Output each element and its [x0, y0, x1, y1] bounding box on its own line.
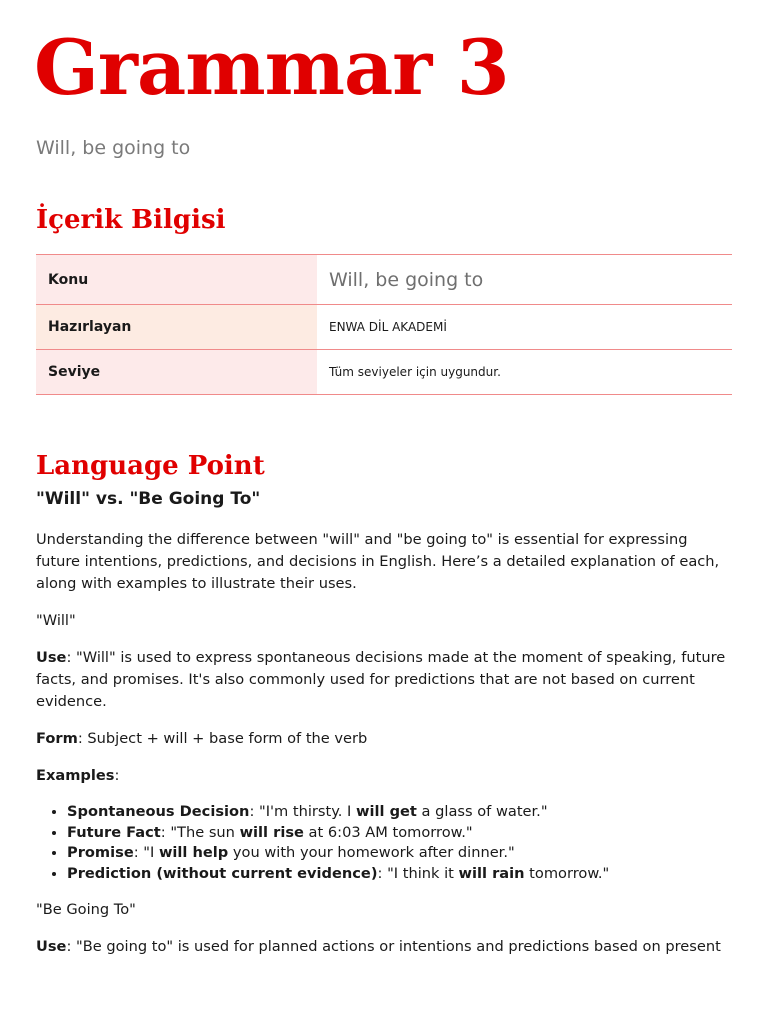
- will-examples-label: Examples: [36, 767, 115, 784]
- info-section-heading: İçerik Bilgisi: [36, 205, 226, 235]
- will-form-label: Form: [36, 730, 78, 747]
- example-label: Promise: [67, 844, 134, 861]
- info-key-seviye: Seviye: [36, 350, 317, 395]
- going-to-use-text: : "Be going to" is used for planned actions or intentions and predictions based on present: [66, 938, 721, 955]
- info-value-seviye: Tüm seviyeler için uygundur.: [317, 350, 732, 395]
- info-table: [36, 254, 732, 395]
- will-form-paragraph: [36, 728, 736, 750]
- example-bold: will rise: [239, 823, 304, 841]
- will-examples-list: [36, 802, 736, 884]
- will-use-paragraph: [36, 647, 736, 713]
- example-bold: will get: [356, 803, 417, 820]
- info-value-konu: Will, be going to: [317, 255, 732, 305]
- language-point-subheading: "Will" vs. "Be Going To": [36, 489, 261, 509]
- list-item: [67, 843, 736, 864]
- example-pre: : "I: [133, 844, 159, 861]
- list-item: [67, 823, 736, 844]
- example-post: you with your homework after dinner.": [228, 844, 515, 861]
- example-pre: : "I'm thirsty. I: [249, 803, 357, 820]
- will-use-label: Use: [36, 649, 67, 666]
- info-key-hazirlayan: Hazırlayan: [36, 305, 317, 350]
- example-post: at 6:03 AM tomorrow.": [303, 823, 473, 841]
- going-to-use-paragraph: [36, 936, 736, 958]
- example-label: Prediction (without current evidence): [67, 864, 378, 882]
- intro-paragraph: Understanding the difference between "will" and "be going to" is essential for expressing future intentions, predictions, and decisions in English. Here’s a detailed explanation of each, along with examples to illustrate their uses.: [36, 531, 720, 592]
- will-form-text: : Subject + will + base form of the verb: [77, 730, 368, 747]
- will-examples-paragraph: [36, 765, 736, 787]
- list-item: [67, 864, 736, 885]
- page-subtitle: Will, be going to: [36, 137, 191, 159]
- language-point-heading: Language Point: [36, 451, 265, 481]
- going-to-title: "Be Going To": [36, 901, 136, 918]
- table-row: [36, 255, 732, 305]
- info-key-konu: Konu: [36, 255, 317, 305]
- example-pre: : "The sun: [160, 823, 240, 841]
- will-title: "Will": [36, 612, 76, 629]
- example-pre: : "I think it: [377, 864, 459, 882]
- table-row: [36, 305, 732, 350]
- example-post: a glass of water.": [416, 803, 548, 820]
- going-to-use-label: Use: [36, 938, 67, 955]
- example-bold: will rain: [458, 864, 525, 882]
- will-use-text: : "Will" is used to express spontaneous decisions made at the moment of speaking, future facts, and promises. It's also commonly used for predictions that are not based on current evidence.: [36, 649, 726, 710]
- page-title: Grammar 3: [34, 23, 509, 112]
- will-examples-colon: :: [114, 767, 120, 784]
- language-point-body: [36, 529, 736, 973]
- example-label: Spontaneous Decision: [67, 803, 250, 820]
- example-post: tomorrow.": [524, 864, 610, 882]
- table-row: [36, 350, 732, 395]
- example-label: Future Fact: [67, 823, 161, 841]
- info-value-hazirlayan: ENWA DİL AKADEMİ: [317, 305, 732, 350]
- list-item: [67, 802, 736, 823]
- example-bold: will help: [158, 844, 229, 861]
